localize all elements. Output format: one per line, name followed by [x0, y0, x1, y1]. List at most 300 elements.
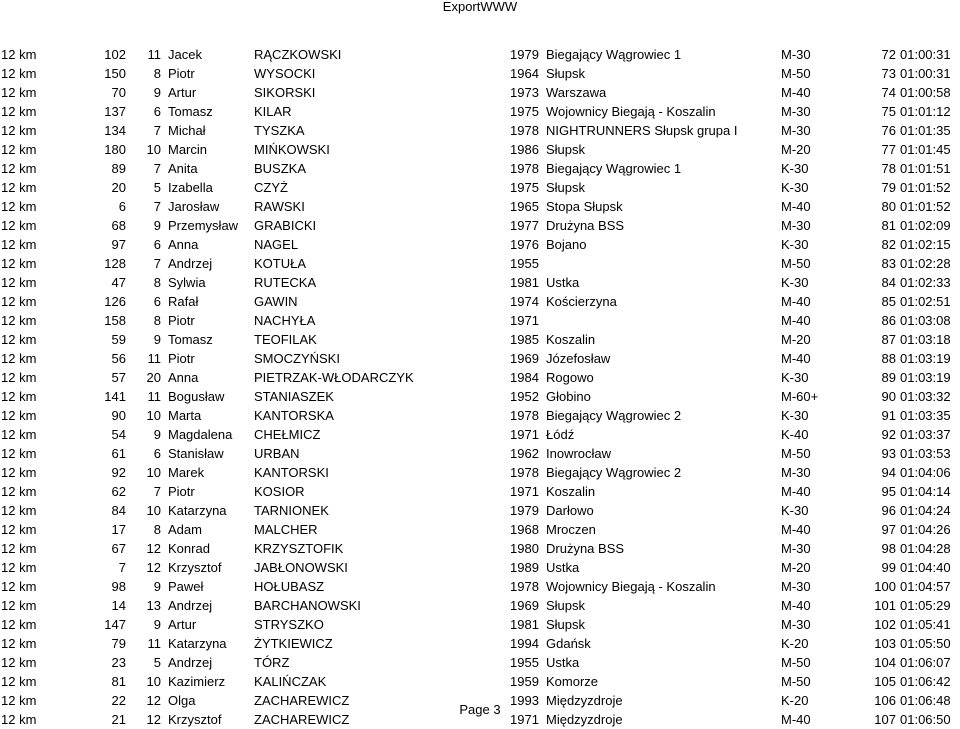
- bib-number-cell: 128: [104, 256, 126, 271]
- place-cell: 79: [881, 180, 896, 195]
- bib-number-cell: 6: [118, 199, 126, 214]
- distance-cell: 12 km: [1, 617, 37, 632]
- distance-cell: 12 km: [1, 294, 37, 309]
- last-name-cell: NACHYŁA: [254, 313, 316, 328]
- last-name-cell: URBAN: [254, 446, 300, 461]
- club-cell: Komorze: [546, 674, 599, 689]
- first-name-cell: Andrzej: [168, 598, 213, 613]
- last-name-cell: TEOFILAK: [254, 332, 317, 347]
- table-row: [0, 463, 960, 482]
- table-row: [0, 558, 960, 577]
- bib-number-cell: 90: [111, 408, 126, 423]
- table-row: [0, 121, 960, 140]
- category-cell: M-30: [781, 47, 811, 62]
- distance-cell: 12 km: [1, 275, 37, 290]
- place-cell: 91: [881, 408, 896, 423]
- bib-number-cell: 150: [104, 66, 126, 81]
- first-name-cell: Olga: [168, 693, 196, 708]
- bib-number-cell: 147: [104, 617, 126, 632]
- place-cell: 97: [881, 522, 896, 537]
- category-cell: K-30: [781, 180, 809, 195]
- birth-year-cell: 1989: [510, 560, 539, 575]
- first-name-cell: Rafał: [168, 294, 199, 309]
- birth-year-cell: 1964: [510, 66, 539, 81]
- club-cell: Stopa Słupsk: [546, 199, 623, 214]
- distance-cell: 12 km: [1, 47, 37, 62]
- place-cell: 83: [881, 256, 896, 271]
- laps-cell: 9: [153, 332, 161, 347]
- bib-number-cell: 98: [111, 579, 126, 594]
- birth-year-cell: 1974: [510, 294, 539, 309]
- place-cell: 103: [874, 636, 896, 651]
- table-row: [0, 159, 960, 178]
- last-name-cell: MIŃKOWSKI: [254, 142, 330, 157]
- last-name-cell: ZACHAREWICZ: [254, 693, 350, 708]
- last-name-cell: RUTECKA: [254, 275, 317, 290]
- last-name-cell: RĄCZKOWSKI: [254, 47, 342, 62]
- laps-cell: 13: [146, 598, 161, 613]
- distance-cell: 12 km: [1, 389, 37, 404]
- place-cell: 101: [874, 598, 896, 613]
- time-cell: 01:06:50: [900, 712, 951, 727]
- time-cell: 01:02:28: [900, 256, 951, 271]
- time-cell: 01:04:24: [900, 503, 951, 518]
- table-row: [0, 672, 960, 691]
- last-name-cell: RAWSKI: [254, 199, 305, 214]
- table-row: [0, 425, 960, 444]
- first-name-cell: Konrad: [168, 541, 210, 556]
- club-cell: Międzyzdroje: [546, 712, 623, 727]
- laps-cell: 8: [153, 66, 161, 81]
- first-name-cell: Adam: [168, 522, 202, 537]
- first-name-cell: Tomasz: [168, 104, 213, 119]
- first-name-cell: Katarzyna: [168, 636, 227, 651]
- distance-cell: 12 km: [1, 465, 37, 480]
- birth-year-cell: 1973: [510, 85, 539, 100]
- birth-year-cell: 1962: [510, 446, 539, 461]
- table-row: [0, 596, 960, 615]
- time-cell: 01:04:06: [900, 465, 951, 480]
- table-row: [0, 653, 960, 672]
- club-cell: Drużyna BSS: [546, 541, 625, 556]
- first-name-cell: Katarzyna: [168, 503, 227, 518]
- time-cell: 01:06:48: [900, 693, 951, 708]
- laps-cell: 11: [147, 636, 161, 651]
- table-row: [0, 254, 960, 273]
- club-cell: Biegający Wągrowiec 1: [546, 161, 682, 176]
- time-cell: 01:06:07: [900, 655, 951, 670]
- table-row: [0, 615, 960, 634]
- bib-number-cell: 22: [111, 693, 126, 708]
- last-name-cell: BARCHANOWSKI: [254, 598, 361, 613]
- distance-cell: 12 km: [1, 161, 37, 176]
- birth-year-cell: 1968: [510, 522, 539, 537]
- document-title: ExportWWW: [442, 0, 518, 14]
- table-row: [0, 197, 960, 216]
- time-cell: 01:03:19: [900, 370, 951, 385]
- first-name-cell: Anna: [168, 370, 199, 385]
- birth-year-cell: 1971: [510, 313, 539, 328]
- place-cell: 107: [874, 712, 896, 727]
- bib-number-cell: 23: [111, 655, 126, 670]
- time-cell: 01:00:31: [900, 47, 951, 62]
- distance-cell: 12 km: [1, 446, 37, 461]
- first-name-cell: Anita: [168, 161, 198, 176]
- club-cell: Kościerzyna: [546, 294, 617, 309]
- place-cell: 80: [881, 199, 896, 214]
- first-name-cell: Artur: [168, 85, 197, 100]
- table-row: [0, 216, 960, 235]
- club-cell: Biegający Wągrowiec 1: [546, 47, 682, 62]
- birth-year-cell: 1978: [510, 408, 539, 423]
- laps-cell: 12: [146, 693, 161, 708]
- distance-cell: 12 km: [1, 313, 37, 328]
- category-cell: M-30: [781, 617, 811, 632]
- table-row: [0, 444, 960, 463]
- first-name-cell: Piotr: [168, 66, 195, 81]
- bib-number-cell: 17: [111, 522, 126, 537]
- first-name-cell: Jarosław: [168, 199, 220, 214]
- club-cell: Międzyzdroje: [546, 693, 623, 708]
- distance-cell: 12 km: [1, 370, 37, 385]
- distance-cell: 12 km: [1, 560, 37, 575]
- category-cell: K-30: [781, 370, 809, 385]
- birth-year-cell: 1952: [510, 389, 539, 404]
- first-name-cell: Piotr: [168, 351, 195, 366]
- bib-number-cell: 59: [111, 332, 126, 347]
- category-cell: M-40: [781, 294, 811, 309]
- laps-cell: 8: [153, 522, 161, 537]
- category-cell: K-30: [781, 237, 809, 252]
- club-cell: Drużyna BSS: [546, 218, 625, 233]
- club-cell: NIGHTRUNNERS Słupsk grupa I: [546, 123, 738, 138]
- last-name-cell: WYSOCKI: [254, 66, 316, 81]
- distance-cell: 12 km: [1, 503, 37, 518]
- place-cell: 85: [881, 294, 896, 309]
- time-cell: 01:00:31: [900, 66, 951, 81]
- birth-year-cell: 1985: [510, 332, 539, 347]
- laps-cell: 6: [153, 446, 161, 461]
- distance-cell: 12 km: [1, 712, 37, 727]
- birth-year-cell: 1978: [510, 123, 539, 138]
- first-name-cell: Kazimierz: [168, 674, 226, 689]
- place-cell: 104: [874, 655, 896, 670]
- laps-cell: 6: [153, 237, 161, 252]
- category-cell: M-40: [781, 199, 811, 214]
- table-row: [0, 292, 960, 311]
- laps-cell: 9: [153, 617, 161, 632]
- last-name-cell: TYSZKA: [254, 123, 305, 138]
- bib-number-cell: 54: [111, 427, 126, 442]
- bib-number-cell: 61: [111, 446, 126, 461]
- last-name-cell: PIETRZAK-WŁODARCZYK: [254, 370, 414, 385]
- category-cell: M-50: [781, 66, 811, 81]
- bib-number-cell: 20: [111, 180, 126, 195]
- category-cell: K-20: [781, 693, 809, 708]
- laps-cell: 12: [146, 541, 161, 556]
- category-cell: K-30: [781, 503, 809, 518]
- first-name-cell: Andrzej: [168, 655, 213, 670]
- table-row: [0, 311, 960, 330]
- table-row: [0, 140, 960, 159]
- birth-year-cell: 1978: [510, 161, 539, 176]
- distance-cell: 12 km: [1, 655, 37, 670]
- category-cell: M-40: [781, 85, 811, 100]
- last-name-cell: ZACHAREWICZ: [254, 712, 350, 727]
- first-name-cell: Tomasz: [168, 332, 213, 347]
- category-cell: M-30: [781, 541, 811, 556]
- club-cell: Koszalin: [546, 484, 596, 499]
- laps-cell: 10: [146, 408, 161, 423]
- first-name-cell: Piotr: [168, 313, 195, 328]
- birth-year-cell: 1955: [510, 655, 539, 670]
- club-cell: Łódź: [546, 427, 575, 442]
- place-cell: 99: [881, 560, 896, 575]
- place-cell: 95: [881, 484, 896, 499]
- last-name-cell: SIKORSKI: [254, 85, 316, 100]
- last-name-cell: NAGEL: [254, 237, 299, 252]
- table-row: [0, 634, 960, 653]
- bib-number-cell: 57: [111, 370, 126, 385]
- first-name-cell: Michał: [168, 123, 206, 138]
- distance-cell: 12 km: [1, 218, 37, 233]
- table-row: [0, 102, 960, 121]
- place-cell: 76: [881, 123, 896, 138]
- place-cell: 100: [874, 579, 896, 594]
- distance-cell: 12 km: [1, 256, 37, 271]
- place-cell: 78: [881, 161, 896, 176]
- bib-number-cell: 134: [104, 123, 126, 138]
- distance-cell: 12 km: [1, 541, 37, 556]
- first-name-cell: Bogusław: [168, 389, 225, 404]
- category-cell: K-40: [781, 427, 809, 442]
- category-cell: M-30: [781, 218, 811, 233]
- first-name-cell: Artur: [168, 617, 197, 632]
- last-name-cell: JABŁONOWSKI: [254, 560, 348, 575]
- bib-number-cell: 67: [111, 541, 126, 556]
- laps-cell: 20: [146, 370, 161, 385]
- place-cell: 93: [881, 446, 896, 461]
- first-name-cell: Marek: [168, 465, 205, 480]
- laps-cell: 9: [153, 218, 161, 233]
- table-row: [0, 482, 960, 501]
- club-cell: Józefosław: [546, 351, 611, 366]
- table-row: [0, 406, 960, 425]
- birth-year-cell: 1979: [510, 47, 539, 62]
- table-row: [0, 349, 960, 368]
- table-row: [0, 273, 960, 292]
- birth-year-cell: 1993: [510, 693, 539, 708]
- laps-cell: 7: [153, 256, 161, 271]
- category-cell: M-40: [781, 313, 811, 328]
- time-cell: 01:02:33: [900, 275, 951, 290]
- time-cell: 01:04:14: [900, 484, 951, 499]
- category-cell: M-20: [781, 142, 811, 157]
- club-cell: Rogowo: [546, 370, 594, 385]
- time-cell: 01:04:57: [900, 579, 951, 594]
- birth-year-cell: 1980: [510, 541, 539, 556]
- bib-number-cell: 68: [111, 218, 126, 233]
- birth-year-cell: 1981: [510, 275, 539, 290]
- category-cell: M-50: [781, 446, 811, 461]
- category-cell: M-30: [781, 104, 811, 119]
- time-cell: 01:03:19: [900, 351, 951, 366]
- table-row: [0, 577, 960, 596]
- birth-year-cell: 1994: [510, 636, 539, 651]
- category-cell: M-20: [781, 560, 811, 575]
- birth-year-cell: 1971: [510, 712, 539, 727]
- time-cell: 01:02:15: [900, 237, 951, 252]
- laps-cell: 7: [153, 199, 161, 214]
- place-cell: 102: [874, 617, 896, 632]
- place-cell: 96: [881, 503, 896, 518]
- last-name-cell: ŻYTKIEWICZ: [254, 636, 333, 651]
- last-name-cell: TARNIONEK: [254, 503, 329, 518]
- last-name-cell: KILAR: [254, 104, 292, 119]
- club-cell: Ustka: [546, 560, 580, 575]
- laps-cell: 10: [146, 674, 161, 689]
- club-cell: Koszalin: [546, 332, 596, 347]
- laps-cell: 8: [153, 275, 161, 290]
- time-cell: 01:04:28: [900, 541, 951, 556]
- laps-cell: 6: [153, 294, 161, 309]
- last-name-cell: MALCHER: [254, 522, 318, 537]
- laps-cell: 11: [147, 351, 161, 366]
- laps-cell: 7: [153, 161, 161, 176]
- place-cell: 81: [881, 218, 896, 233]
- club-cell: Wojownicy Biegają - Koszalin: [546, 579, 716, 594]
- time-cell: 01:05:29: [900, 598, 951, 613]
- first-name-cell: Anna: [168, 237, 199, 252]
- first-name-cell: Paweł: [168, 579, 204, 594]
- birth-year-cell: 1971: [510, 427, 539, 442]
- time-cell: 01:01:12: [900, 104, 951, 119]
- birth-year-cell: 1975: [510, 180, 539, 195]
- club-cell: Słupsk: [546, 142, 586, 157]
- last-name-cell: KOTUŁA: [254, 256, 307, 271]
- category-cell: M-30: [781, 123, 811, 138]
- last-name-cell: BUSZKA: [254, 161, 307, 176]
- place-cell: 89: [881, 370, 896, 385]
- table-row: [0, 368, 960, 387]
- time-cell: 01:03:37: [900, 427, 951, 442]
- club-cell: Słupsk: [546, 598, 586, 613]
- time-cell: 01:06:42: [900, 674, 951, 689]
- time-cell: 01:00:58: [900, 85, 951, 100]
- bib-number-cell: 158: [104, 313, 126, 328]
- last-name-cell: STRYSZKO: [254, 617, 324, 632]
- place-cell: 73: [881, 66, 896, 81]
- laps-cell: 12: [146, 712, 161, 727]
- time-cell: 01:01:52: [900, 199, 951, 214]
- category-cell: K-30: [781, 161, 809, 176]
- laps-cell: 6: [153, 104, 161, 119]
- place-cell: 72: [881, 47, 896, 62]
- first-name-cell: Krzysztof: [168, 560, 222, 575]
- table-row: [0, 64, 960, 83]
- last-name-cell: GAWIN: [254, 294, 298, 309]
- distance-cell: 12 km: [1, 142, 37, 157]
- club-cell: Warszawa: [546, 85, 607, 100]
- last-name-cell: CHEŁMICZ: [254, 427, 321, 442]
- bib-number-cell: 79: [111, 636, 126, 651]
- first-name-cell: Marta: [168, 408, 202, 423]
- club-cell: Ustka: [546, 655, 580, 670]
- table-row: [0, 178, 960, 197]
- place-cell: 92: [881, 427, 896, 442]
- distance-cell: 12 km: [1, 332, 37, 347]
- birth-year-cell: 1965: [510, 199, 539, 214]
- bib-number-cell: 97: [111, 237, 126, 252]
- time-cell: 01:03:53: [900, 446, 951, 461]
- place-cell: 82: [881, 237, 896, 252]
- club-cell: Darłowo: [546, 503, 594, 518]
- bib-number-cell: 21: [111, 712, 126, 727]
- place-cell: 84: [881, 275, 896, 290]
- first-name-cell: Marcin: [168, 142, 208, 157]
- birth-year-cell: 1976: [510, 237, 539, 252]
- category-cell: M-50: [781, 674, 811, 689]
- category-cell: M-40: [781, 484, 811, 499]
- last-name-cell: KANTORSKI: [254, 465, 329, 480]
- time-cell: 01:03:08: [900, 313, 951, 328]
- table-row: [0, 83, 960, 102]
- last-name-cell: KOSIOR: [254, 484, 305, 499]
- distance-cell: 12 km: [1, 66, 37, 81]
- laps-cell: 9: [153, 427, 161, 442]
- first-name-cell: Sylwia: [168, 275, 206, 290]
- category-cell: M-60+: [781, 389, 819, 404]
- category-cell: K-20: [781, 636, 809, 651]
- distance-cell: 12 km: [1, 199, 37, 214]
- last-name-cell: CZYŻ: [254, 180, 288, 195]
- page-number: Page 3: [459, 702, 501, 717]
- place-cell: 87: [881, 332, 896, 347]
- table-row: [0, 235, 960, 254]
- club-cell: Inowrocław: [546, 446, 612, 461]
- distance-cell: 12 km: [1, 85, 37, 100]
- place-cell: 90: [881, 389, 896, 404]
- time-cell: 01:05:50: [900, 636, 951, 651]
- bib-number-cell: 81: [111, 674, 126, 689]
- club-cell: Głobino: [546, 389, 591, 404]
- category-cell: M-40: [781, 522, 811, 537]
- first-name-cell: Jacek: [168, 47, 202, 62]
- table-row: [0, 45, 960, 64]
- time-cell: 01:01:52: [900, 180, 951, 195]
- bib-number-cell: 7: [118, 560, 126, 575]
- last-name-cell: HOŁUBASZ: [254, 579, 325, 594]
- table-row: [0, 539, 960, 558]
- table-row: [0, 501, 960, 520]
- category-cell: M-50: [781, 655, 811, 670]
- laps-cell: 11: [147, 47, 161, 62]
- place-cell: 94: [881, 465, 896, 480]
- birth-year-cell: 1978: [510, 465, 539, 480]
- table-row: [0, 330, 960, 349]
- birth-year-cell: 1969: [510, 351, 539, 366]
- time-cell: 01:03:32: [900, 389, 951, 404]
- laps-cell: 7: [153, 123, 161, 138]
- first-name-cell: Przemysław: [168, 218, 239, 233]
- distance-cell: 12 km: [1, 484, 37, 499]
- club-cell: Ustka: [546, 275, 580, 290]
- birth-year-cell: 1955: [510, 256, 539, 271]
- birth-year-cell: 1975: [510, 104, 539, 119]
- distance-cell: 12 km: [1, 693, 37, 708]
- distance-cell: 12 km: [1, 237, 37, 252]
- club-cell: Biegający Wągrowiec 2: [546, 408, 682, 423]
